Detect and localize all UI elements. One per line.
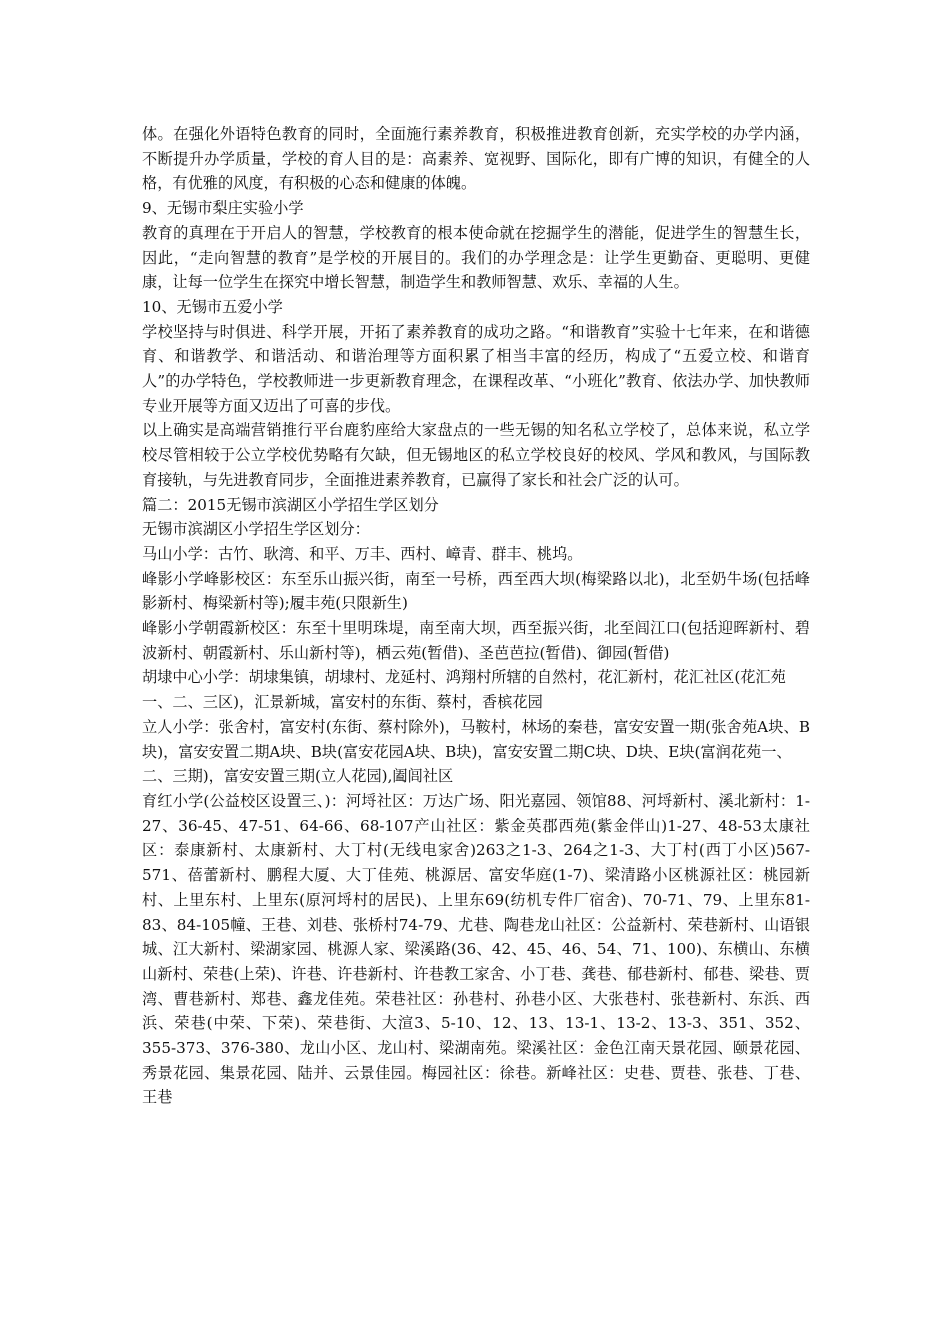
paragraph-yuhong: 育红小学(公益校区设置三、)：河埒社区：万达广场、阳光嘉园、领馆88、河埒新村、溪北新村：1-27、36-45、47-51、64-66、68-107产山社区：紫金英郡西苑(紫金伴山)1-27、48-53太康社区：泰康新村、太康新村、大丁村(无线电家舍)263之1-3、264之1-3、大丁村(西丁小区)567-571、蓓蕾新村、鹏程大厦、大丁佳苑、桃源居、富安华庭(1-7)、梁清路小区桃源社区：桃园新村、上里东村、上里东(原河埒村的居民)、上里东69(纺机专件厂宿舍)、70-71、79、上里东81-83、84-105幢、王巷、刘巷、张桥村74-79、尤巷、陶巷龙山社区：公益新村、荣巷新村、山语银城、江大新村、梁湖家园、桃源人家、梁溪路(36、42、45、46、54、71、100)、东横山、东横山新村、荣巷(上荣)、许巷、许巷新村、许巷教工家舍、小丁巷、龚巷、郁巷新村、郁巷、梁巷、贾湾、曹巷新村、郑巷、鑫龙佳苑。荣巷社区：孙巷村、孙巷小区、大张巷村、张巷新村、东浜、西浜、荣巷(中荣、下荣)、荣巷街、大渲3、5-10、12、13、13-1、13-2、13-3、351、352、355-373、376-380、龙山小区、龙山村、梁湖南苑。梁溪社区：金色江南天景花园、颐景花园、秀景花园、集景花园、陆并、云景佳园。梅园社区：徐巷。新峰社区：史巷、贾巷、张巷、丁巷、王巷 (142, 791, 810, 1107)
paragraph-school-10: 学校坚持与时俱进、科学开展，开拓了素养教育的成功之路。“和谐教育”实验十七年来，在和谐德育、和谐教学、和谐活动、和谐治理等方面积累了相当丰富的经历，构成了“五爱立校、和谐育人”的办学特色，学校教师进一步更新教育理念，在课程改革、“小班化”教育、依法办学、加快教师专业开展等方面又迈出了可喜的步伐。 (142, 322, 810, 415)
paragraph-liren: 立人小学：张舍村，富安村(东街、蔡村除外)，马鞍村，林场的秦巷，富安安置一期(张舍苑A块、B块)，富安安置二期A块、B块(富安花园A块、B块)，富安安置二期C块、D块、E块(富润花苑一、 (142, 717, 810, 761)
paragraph-hudai-continued: 一、二、三区)，汇景新城，富安村的东街、蔡村，香槟花园 (142, 693, 543, 712)
paragraph-summary: 以上确实是高端营销推行平台鹿豹座给大家盘点的一些无锡的知名私立学校了，总体来说，私立学校尽管相较于公立学校优势略有欠缺，但无锡地区的私立学校良好的校风、学风和教风，与国际教育接轨，与先进教育同步，全面推进素养教育，已赢得了家长和社会广泛的认可。 (142, 421, 810, 489)
document-page (142, 122, 810, 1110)
heading-school-9: 9、无锡市梨庄实验小学 (142, 199, 304, 218)
paragraph-fengying-zhaoxia: 峰影小学朝霞新校区：东至十里明珠堤，南至南大坝，西至振兴街，北至闾江口(包括迎晖新村、碧波新村、朝霞新村、乐山新村等)，栖云苑(暂借)、圣芭芭拉(暂借)、御园(暂借) (142, 619, 810, 662)
heading-part-2: 篇二：2015无锡市滨湖区小学招生学区划分 (142, 495, 439, 514)
subheading-district: 无锡市滨湖区小学招生学区划分： (142, 520, 370, 539)
heading-school-10: 10、无锡市五爱小学 (142, 297, 283, 316)
paragraph-mashan: 马山小学：古竹、耿湾、和平、万丰、西村、嶂青、群丰、桃坞。 (142, 544, 583, 563)
paragraph-intro-continued: 体。在强化外语特色教育的同时，全面施行素养教育，积极推进教育创新，充实学校的办学内涵，不断提升办学质量，学校的育人目的是：高素养、宽视野、国际化，即有广博的知识，有健全的人格，有优雅的风度，有积极的心态和健康的体魄。 (142, 125, 810, 193)
paragraph-fengying: 峰影小学峰影校区：东至乐山振兴街，南至一号桥，西至西大坝(梅梁路以北)，北至奶牛场(包括峰影新村、梅梁新村等);履丰苑(只限新生) (142, 569, 810, 613)
paragraph-school-9: 教育的真理在于开启人的智慧，学校教育的根本使命就在挖掘学生的潜能，促进学生的智慧生长，因此，“走向智慧的教育”是学校的开展目的。我们的办学理念是：让学生更勤奋、更聪明、更健康，让每一位学生在探究中增长智慧，制造学生和教师智慧、欢乐、幸福的人生。 (142, 223, 810, 292)
paragraph-hudai: 胡埭中心小学：胡埭集镇，胡埭村、龙延村、鸿翔村所辖的自然村，花汇新村，花汇社区(花汇苑 (142, 668, 786, 687)
paragraph-liren-continued: 二、三期)，富安安置三期(立人花园),阖闾社区 (142, 767, 454, 786)
